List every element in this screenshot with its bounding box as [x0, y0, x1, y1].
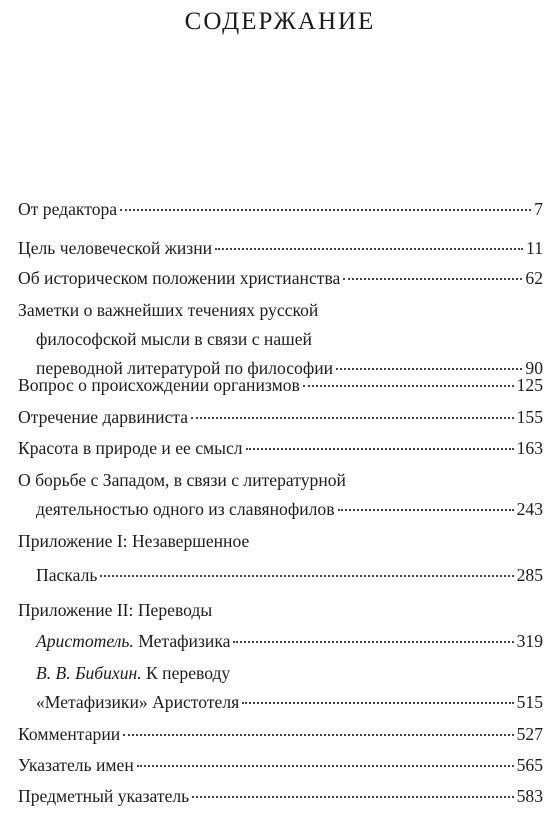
toc-entry-title: От редактора — [18, 199, 118, 219]
toc-entry-editor[interactable] — [18, 195, 543, 224]
dot-leader — [192, 795, 513, 798]
toc-entry-pascal[interactable] — [18, 561, 543, 590]
dot-leader — [303, 384, 514, 387]
toc-entry-title: Об историческом положении христианства — [18, 268, 341, 288]
toc-entry-title-line2: философской мысли в связи с нашей — [36, 329, 312, 349]
toc-entry-comments[interactable] — [18, 720, 543, 749]
toc-entry-title — [36, 627, 230, 656]
toc-entry-metaphysics[interactable] — [18, 627, 543, 656]
toc-page-number: 90 — [525, 358, 543, 378]
toc-section-appendix-2 — [18, 596, 543, 625]
dot-leader — [242, 701, 513, 704]
toc-page-number: 565 — [516, 755, 543, 775]
toc-entry-origin[interactable] — [18, 371, 543, 400]
toc-page-number: 163 — [516, 438, 543, 458]
toc-section-title: Приложение I: Незавершенное — [18, 531, 250, 551]
toc-page-number: 7 — [534, 199, 543, 219]
toc-section-appendix-1 — [18, 527, 543, 556]
toc-entry-title: Красота в природе и ее смысл — [18, 438, 243, 458]
toc-entry-title-line1: Заметки о важнейших течениях русской — [18, 300, 319, 320]
dot-leader — [137, 764, 514, 767]
toc-entry-goal[interactable] — [18, 234, 543, 263]
toc-entry-title: Указатель имен — [18, 755, 134, 775]
toc-entry-names-index[interactable] — [18, 751, 543, 780]
dot-leader — [336, 367, 522, 370]
toc-entry-title-line1 — [36, 659, 230, 688]
toc-entry-work: К переводу — [141, 663, 231, 683]
dot-leader — [191, 416, 514, 419]
dot-leader — [100, 574, 513, 577]
toc-entry-title: Комментарии — [18, 724, 121, 744]
dot-leader — [343, 277, 522, 280]
toc-entry-title: Отречение дарвиниста — [18, 407, 189, 427]
toc-entry-subject-index[interactable] — [18, 782, 543, 811]
toc-entry-title: Вопрос о происхождении организмов — [18, 375, 300, 395]
toc-entry-title: Паскаль — [36, 565, 98, 585]
toc-entry-notes[interactable] — [18, 296, 543, 383]
toc-entry-west[interactable] — [18, 466, 543, 524]
toc-page-number: 515 — [516, 692, 543, 712]
toc-entry-author: В. В. Бибихин. — [36, 663, 142, 683]
toc-entry-title-line2: деятельностью одного из славянофилов — [36, 499, 335, 519]
toc-section-title: Приложение II: Переводы — [18, 600, 213, 620]
toc-entry-bibikhin[interactable] — [18, 659, 543, 717]
dot-leader — [123, 733, 513, 736]
dot-leader — [120, 208, 531, 211]
toc-page-number: 125 — [516, 375, 543, 395]
toc-page-number: 583 — [516, 786, 543, 806]
dot-leader — [233, 640, 513, 643]
toc-entry-title-line1: О борьбе с Западом, в связи с литературной — [18, 470, 346, 490]
toc-page-number: 155 — [516, 407, 543, 427]
toc-page-number: 285 — [516, 565, 543, 585]
dot-leader — [215, 247, 523, 250]
dot-leader — [246, 447, 514, 450]
toc-page-number: 243 — [516, 499, 543, 519]
toc-entry-author: Аристотель. — [36, 631, 134, 651]
toc-entry-christianity[interactable] — [18, 264, 543, 293]
toc-entry-title: Цель человеческой жизни — [18, 238, 213, 258]
toc-entry-title: Предметный указатель — [18, 786, 190, 806]
toc-entry-renunciation[interactable] — [18, 403, 543, 432]
toc-page-number: 319 — [516, 631, 543, 651]
page-title: СОДЕРЖАНИЕ — [184, 8, 376, 35]
toc-entry-title-line2: «Метафизики» Аристотеля — [36, 692, 240, 712]
toc-page-number: 11 — [526, 238, 543, 258]
toc-entry-beauty[interactable] — [18, 434, 543, 463]
dot-leader — [338, 508, 514, 511]
toc-page-number: 527 — [516, 724, 543, 744]
toc-entry-title-line3: переводной литературой по философии — [36, 358, 334, 378]
toc-page-number: 62 — [525, 268, 543, 288]
toc-entry-work: Метафизика — [133, 631, 231, 651]
